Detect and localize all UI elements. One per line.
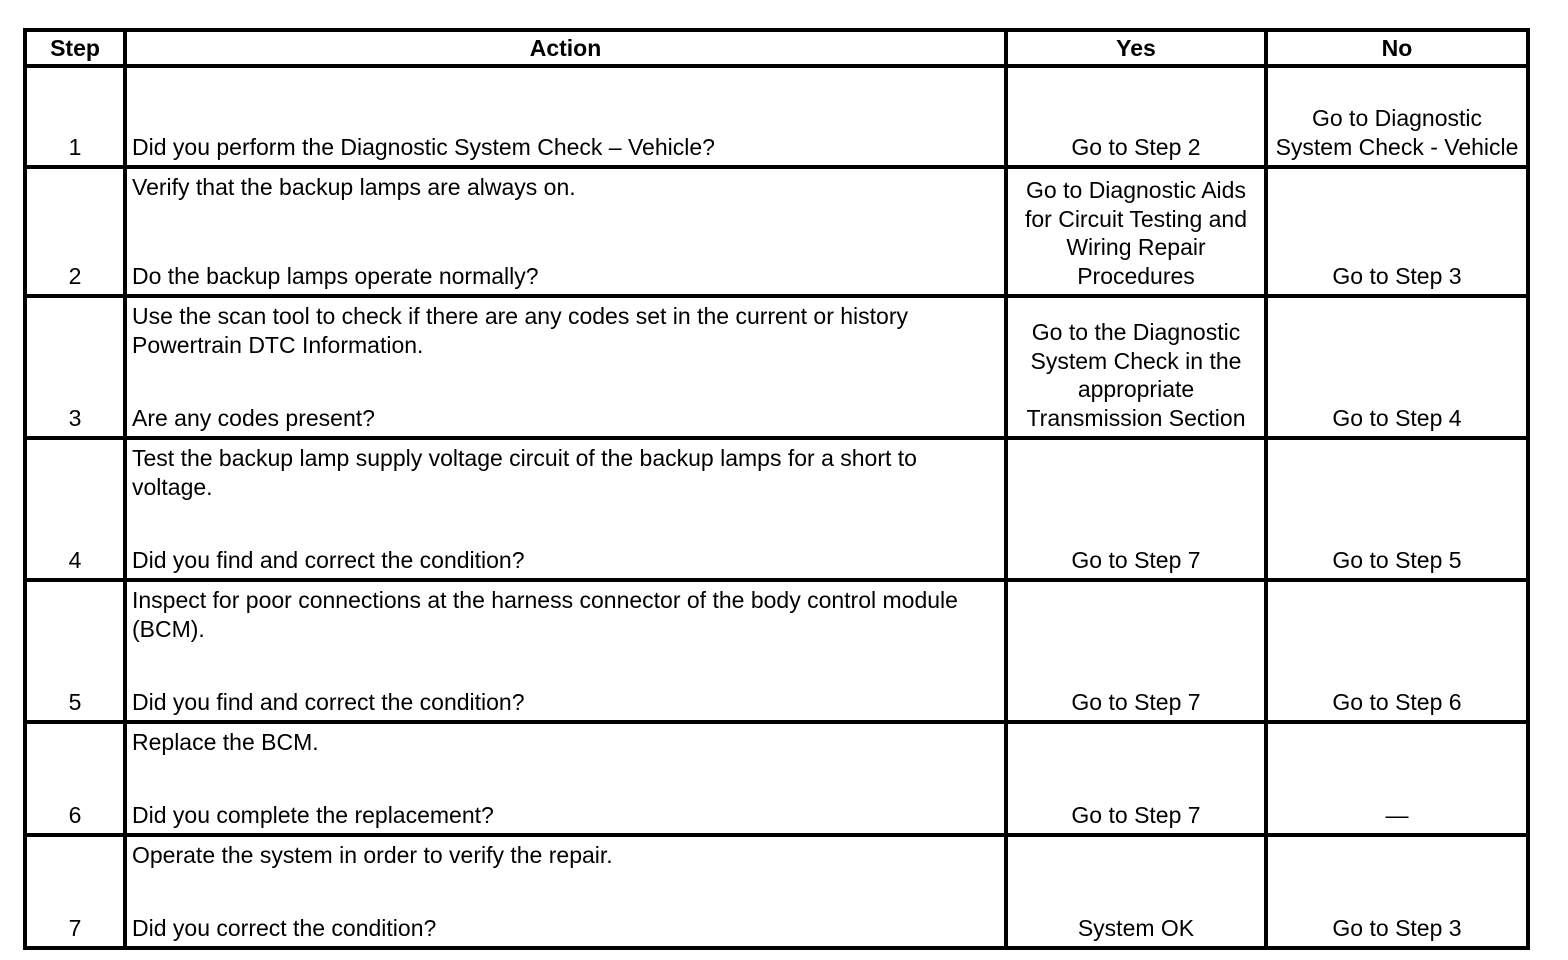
- no-cell: Go to Step 4: [1266, 296, 1528, 438]
- yes-cell: Go to Step 7: [1006, 438, 1266, 580]
- action-text: Use the scan tool to check if there are any codes set in the current or history Powertrain DTC Information.: [132, 303, 909, 358]
- yes-cell: Go to Diagnostic Aids for Circuit Testing and Wiring Repair Procedures: [1006, 167, 1266, 296]
- header-step: Step: [25, 30, 125, 66]
- table-row: [25, 580, 1528, 722]
- action-question: Did you correct the condition?: [132, 914, 437, 941]
- action-text: Did you perform the Diagnostic System Check – Vehicle?: [132, 133, 715, 160]
- action-question: Do the backup lamps operate normally?: [132, 262, 539, 289]
- step-number: 4: [25, 438, 125, 580]
- header-yes: Yes: [1006, 30, 1266, 66]
- action-text: Verify that the backup lamps are always on.: [132, 174, 576, 200]
- action-cell: [125, 167, 1006, 296]
- action-text: Test the backup lamp supply voltage circuit of the backup lamps for a short to voltage.: [132, 445, 917, 500]
- diagnostic-table: [23, 28, 1530, 950]
- action-text: Operate the system in order to verify the repair.: [132, 842, 613, 868]
- step-number: 5: [25, 580, 125, 722]
- table-row: [25, 722, 1528, 835]
- yes-cell: Go to Step 7: [1006, 580, 1266, 722]
- action-cell: [125, 835, 1006, 948]
- header-action: Action: [125, 30, 1006, 66]
- no-cell: Go to Step 3: [1266, 835, 1528, 948]
- action-cell: [125, 296, 1006, 438]
- step-number: 3: [25, 296, 125, 438]
- action-question: Did you complete the replacement?: [132, 801, 494, 828]
- yes-cell: Go to Step 7: [1006, 722, 1266, 835]
- no-cell: Go to Step 5: [1266, 438, 1528, 580]
- no-cell: Go to Step 6: [1266, 580, 1528, 722]
- action-text: Replace the BCM.: [132, 729, 319, 755]
- table-row: [25, 296, 1528, 438]
- action-cell: [125, 722, 1006, 835]
- action-question: Did you find and correct the condition?: [132, 546, 525, 573]
- action-question: Did you find and correct the condition?: [132, 688, 525, 715]
- table-header-row: [25, 30, 1528, 66]
- yes-cell: System OK: [1006, 835, 1266, 948]
- table-row: [25, 835, 1528, 948]
- table-row: [25, 438, 1528, 580]
- no-cell: Go to Step 3: [1266, 167, 1528, 296]
- table-row: [25, 66, 1528, 167]
- step-number: 6: [25, 722, 125, 835]
- action-cell: [125, 438, 1006, 580]
- no-cell: Go to Diagnostic System Check - Vehicle: [1266, 66, 1528, 167]
- table-row: [25, 167, 1528, 296]
- action-cell: [125, 66, 1006, 167]
- action-cell: [125, 580, 1006, 722]
- header-no: No: [1266, 30, 1528, 66]
- no-cell: —: [1266, 722, 1528, 835]
- step-number: 1: [25, 66, 125, 167]
- step-number: 2: [25, 167, 125, 296]
- yes-cell: Go to the Diagnostic System Check in the appropriate Transmission Section: [1006, 296, 1266, 438]
- step-number: 7: [25, 835, 125, 948]
- yes-cell: Go to Step 2: [1006, 66, 1266, 167]
- action-text: Inspect for poor connections at the harness connector of the body control module (BCM).: [132, 587, 958, 642]
- action-question: Are any codes present?: [132, 404, 375, 431]
